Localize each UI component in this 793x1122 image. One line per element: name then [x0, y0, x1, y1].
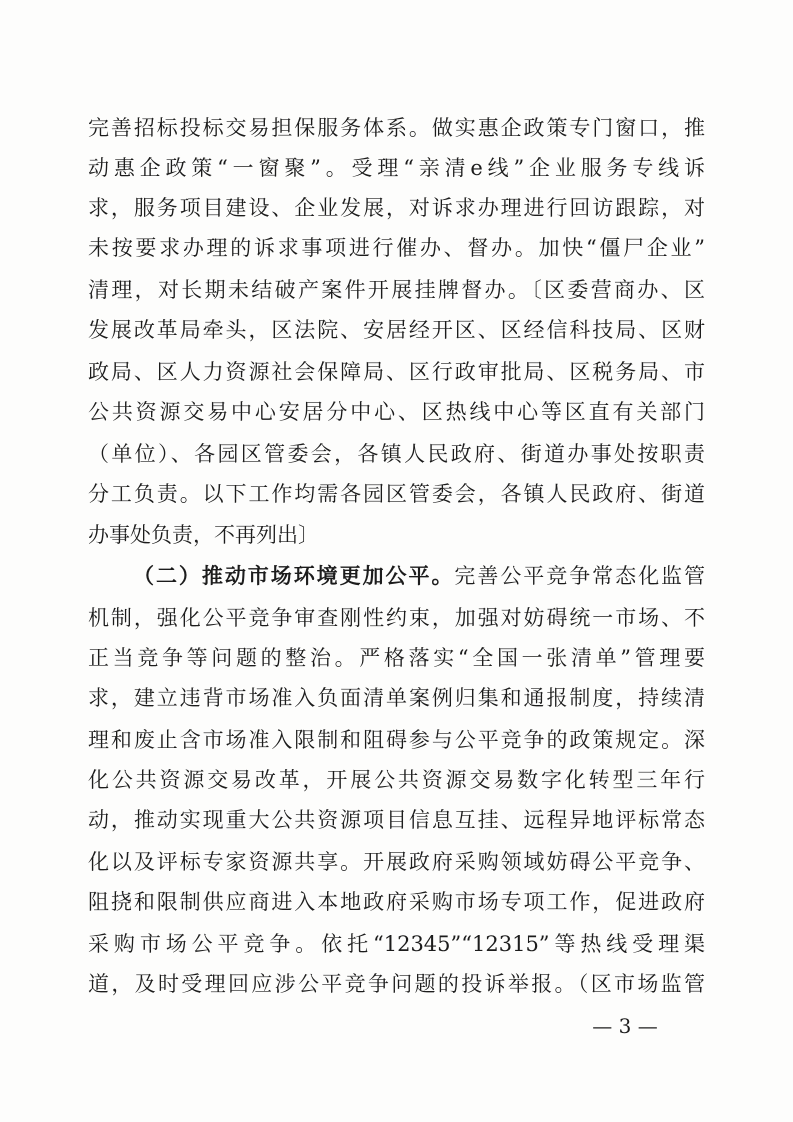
text-line: 理和废止含市场准入限制和阻碍参与公平竞争的政策规定。深: [88, 728, 705, 752]
text-line: 求，建立违背市场准入负面清单案例归集和通报制度，持续清: [88, 686, 705, 710]
text-line: 化公共资源交易改革，开展公共资源交易数字化转型三年行: [88, 768, 705, 792]
text-line: 求，服务项目建设、企业发展，对诉求办理进行回访跟踪，对: [88, 196, 705, 220]
text-line: 完善招标投标交易担保服务体系。做实惠企政策专门窗口，推: [88, 116, 705, 140]
text-line: 正当竞争等问题的整治。严格落实“全国一张清单”管理要: [88, 646, 705, 670]
text-line: 政局、区人力资源社会保障局、区行政审批局、区税务局、市: [88, 360, 705, 384]
text-line: 公共资源交易中心安居分中心、区热线中心等区直有关部门: [88, 400, 705, 424]
text-line: 清理，对长期未结破产案件开展挂牌督办。〔区委营商办、区: [88, 278, 705, 302]
text-line: 动惠企政策“一窗聚”。受理“亲清e线”企业服务专线诉: [88, 156, 705, 180]
text-line: 阻挠和限制供应商进入本地政府采购市场专项工作，促进政府: [88, 890, 705, 914]
text-line: 机制，强化公平竞争审查刚性约束，加强对妨碍统一市场、不: [88, 606, 705, 630]
text-line: 动，推动实现重大公共资源项目信息互挂、远程异地评标常态: [88, 808, 705, 832]
text-line: 未按要求办理的诉求事项进行催办、督办。加快“僵尸企业”: [88, 236, 705, 260]
text-line: 采购市场公平竞争。依托“12345”“12315”等热线受理渠: [88, 932, 705, 956]
section-heading-line: [133, 562, 705, 590]
page-number: — 3 —: [592, 1014, 658, 1038]
text-line: 发展改革局牵头，区法院、安居经开区、区经信科技局、区财: [88, 318, 705, 342]
text-line: 分工负责。以下工作均需各园区管委会，各镇人民政府、街道: [88, 482, 705, 506]
section-heading: （二）推动市场环境更加公平。: [133, 563, 455, 588]
text-line: （单位）、各园区管委会，各镇人民政府、街道办事处按职责: [88, 442, 705, 466]
text-line: 办事处负责，不再列出〕: [88, 523, 319, 547]
section-first-line-text: 完善公平竞争常态化监管: [454, 564, 705, 588]
text-line: 化以及评标专家资源共享。开展政府采购领域妨碍公平竞争、: [88, 850, 705, 874]
text-line: 道，及时受理回应涉公平竞争问题的投诉举报。（区市场监管: [88, 972, 705, 996]
